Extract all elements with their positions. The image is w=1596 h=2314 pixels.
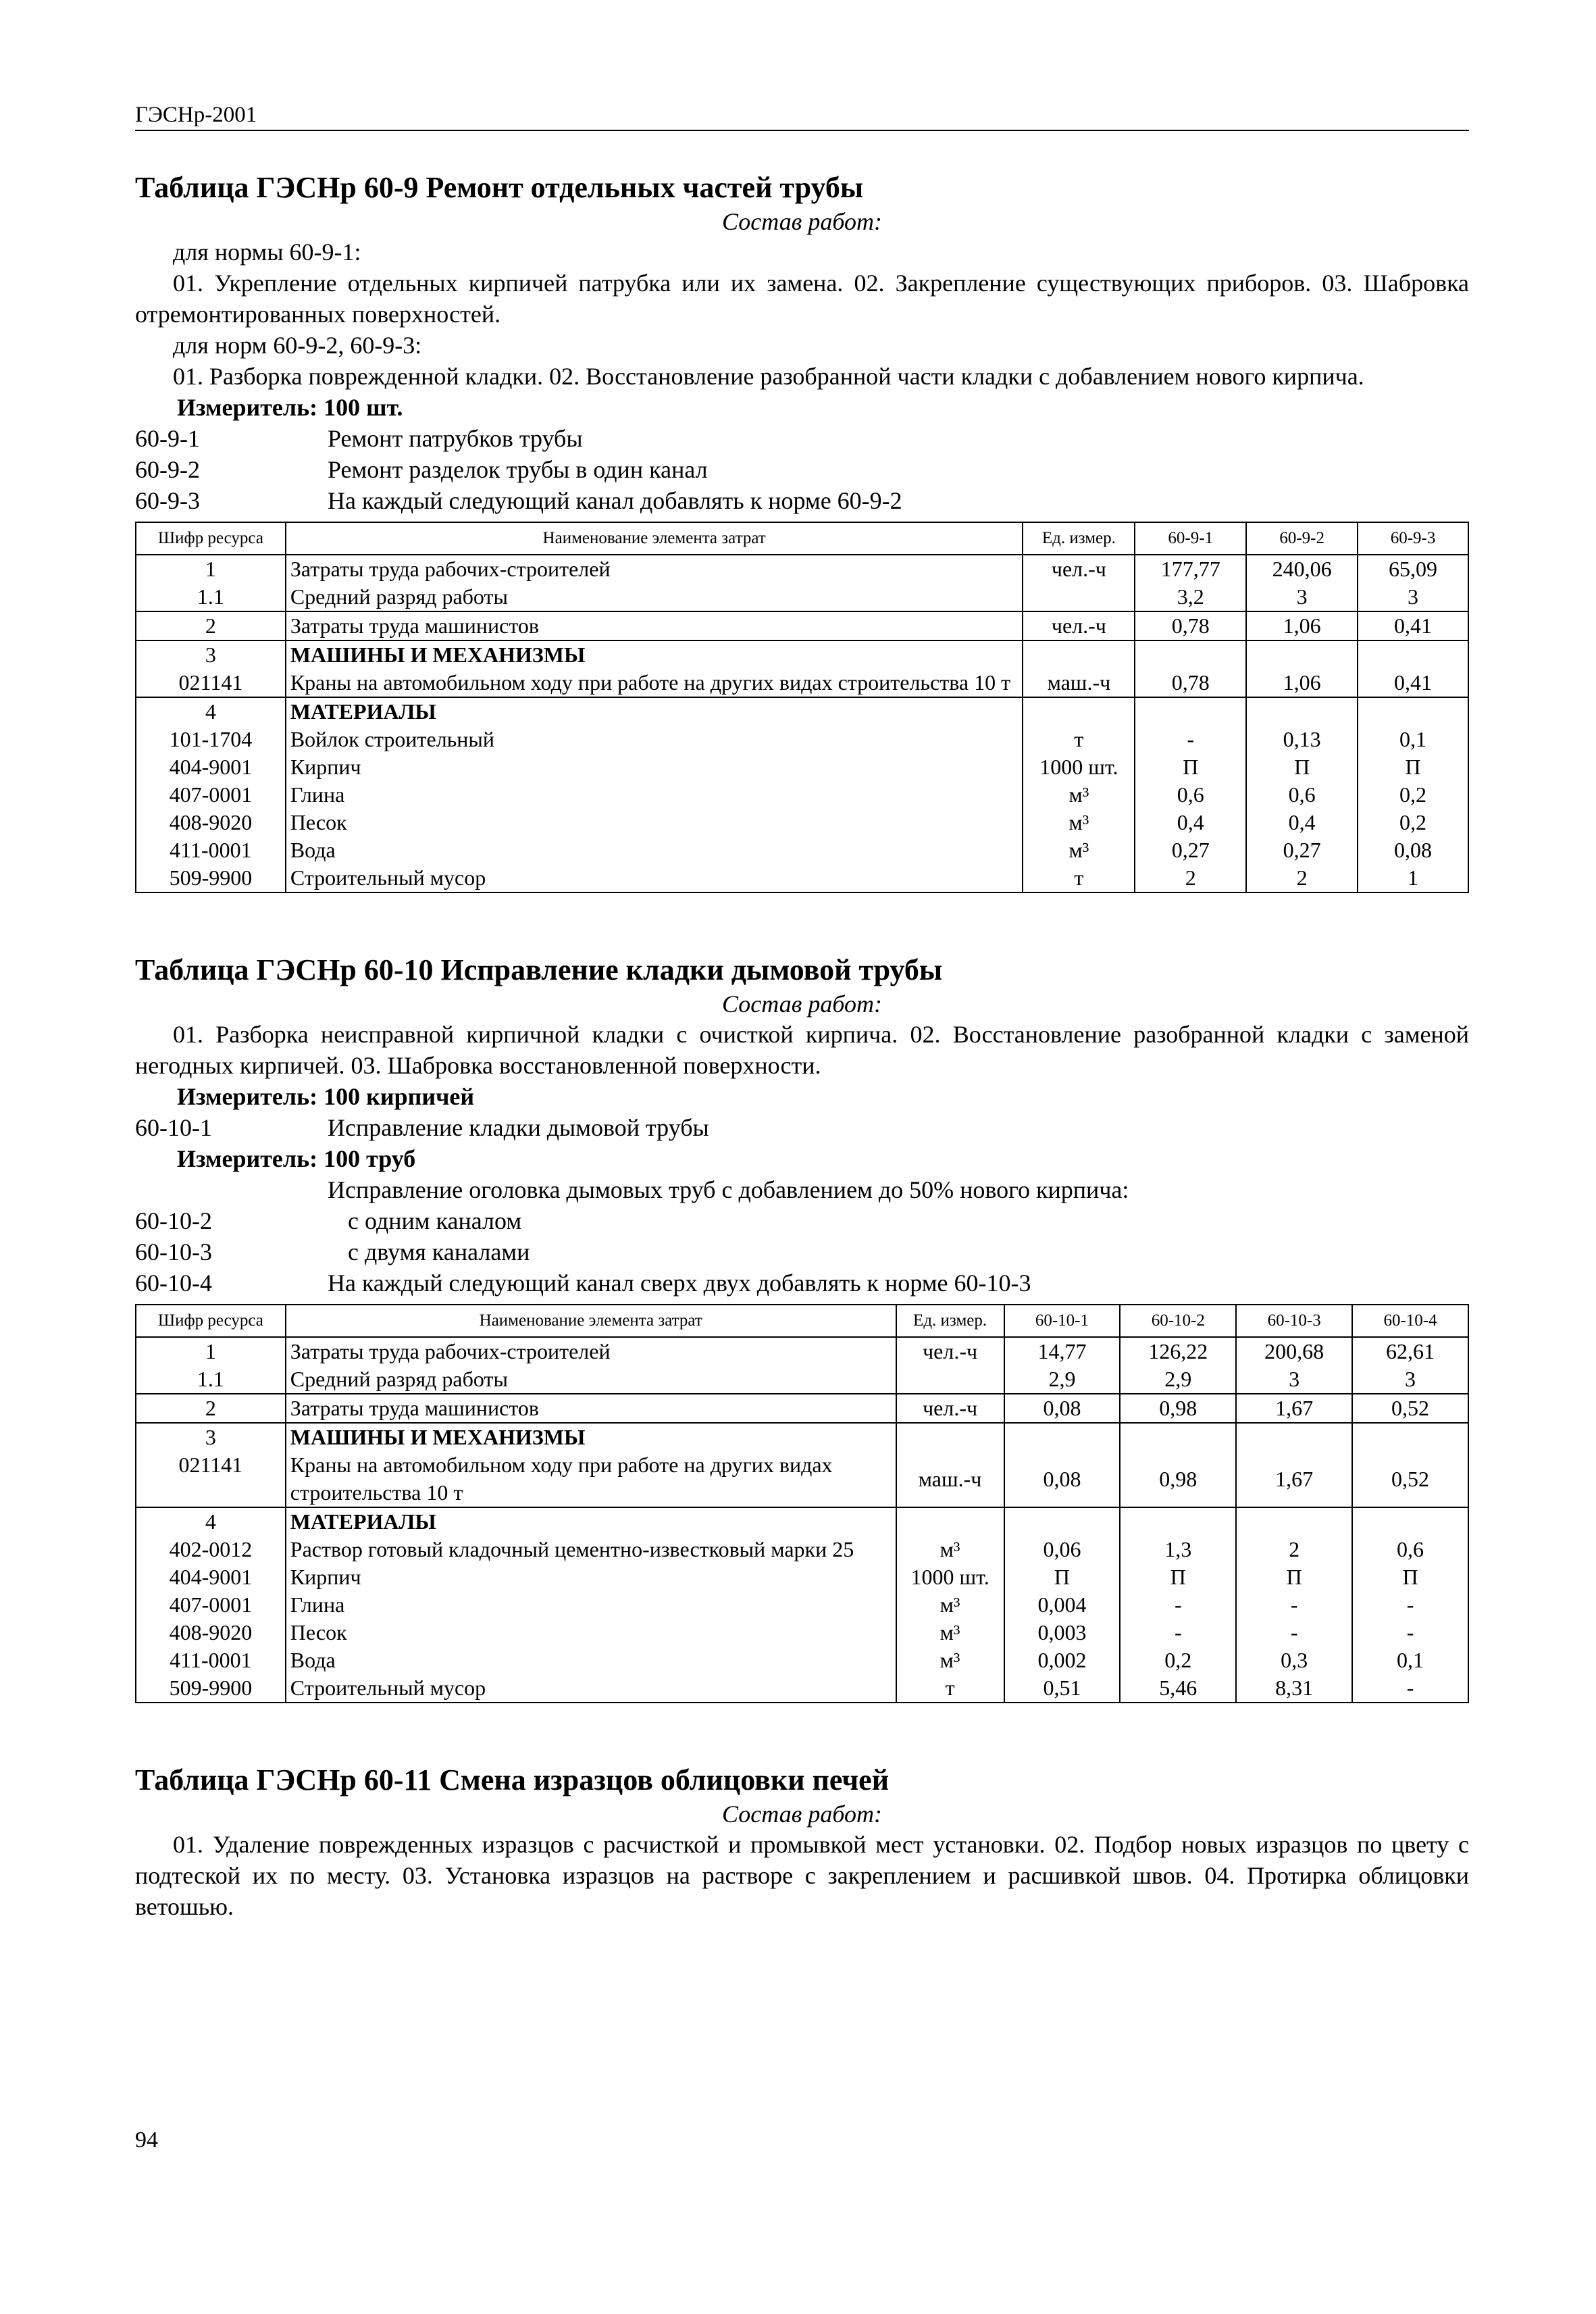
work-description: 01. Разборка неисправной кирпичной кладки с очисткой кирпича. 02. Восстановление разобранной кладки с заменой негодных кирпичей. 03. Шабровка восстановленной поверхности. <box>135 1021 1469 1079</box>
cell-name: Войлок строительный <box>286 726 1023 753</box>
norm-line <box>135 1267 1469 1299</box>
norm-text: На каждый следующий канал добавлять к норме 60-9-2 <box>328 487 902 514</box>
page <box>135 101 1469 1922</box>
col-header-name: Наименование элемента затрат <box>286 522 1023 555</box>
cell-value: П <box>1120 1563 1236 1591</box>
cell-value: - <box>1352 1619 1468 1646</box>
cell-value: 0,98 <box>1120 1451 1236 1507</box>
cell-value: 1,06 <box>1246 669 1358 697</box>
table-row <box>136 1591 1468 1619</box>
norm-code: 60-10-3 <box>135 1238 212 1265</box>
table-group-row <box>136 697 1468 726</box>
col-header-unit: Ед. измер. <box>896 1305 1004 1337</box>
cell-name: Затраты труда машинистов <box>286 1394 896 1423</box>
col-header-norm: 60-9-3 <box>1358 522 1468 555</box>
cell-unit: м³ <box>896 1646 1004 1674</box>
section-60-10 <box>135 951 1469 1703</box>
cell-value: 0,98 <box>1120 1394 1236 1423</box>
norm-code: 60-9-1 <box>135 425 200 452</box>
cell-value: 0,78 <box>1135 669 1246 697</box>
norm-text: с одним каналом <box>348 1207 522 1234</box>
table-row <box>136 781 1468 809</box>
cell-value: 1,67 <box>1236 1451 1352 1507</box>
cell-code: 2 <box>136 1394 286 1423</box>
cell-name: Глина <box>286 781 1023 809</box>
cell-code: 404-9001 <box>136 753 286 781</box>
cell-name: Вода <box>286 836 1023 864</box>
col-header-code: Шифр ресурса <box>136 522 286 555</box>
cell-value: 0,08 <box>1004 1394 1121 1423</box>
table-row <box>136 1646 1468 1674</box>
cell-name: МАШИНЫ И МЕХАНИЗМЫ <box>286 640 1023 669</box>
cell-value: - <box>1236 1591 1352 1619</box>
work-description: 01. Укрепление отдельных кирпичей патрубка или их замена. 02. Закрепление существующих приборов. 03. Шабровка отремонтированных поверхностей. <box>135 270 1469 328</box>
section-60-9 <box>135 169 1469 893</box>
cell-unit: м³ <box>896 1536 1004 1563</box>
section-60-11 <box>135 1761 1469 1922</box>
cell-name: Затраты труда рабочих-строителей <box>286 555 1023 583</box>
cell-value: 2,9 <box>1120 1365 1236 1394</box>
cell-value: 0,1 <box>1358 726 1468 753</box>
cell-value: - <box>1236 1619 1352 1646</box>
section-title: Таблица ГЭСНр 60-10 Исправление кладки дымовой трубы <box>135 953 943 986</box>
col-header-norm: 60-10-1 <box>1004 1305 1121 1337</box>
cell-value: П <box>1246 753 1358 781</box>
cell-value: 126,22 <box>1120 1337 1236 1365</box>
cell-value: 1,3 <box>1120 1536 1236 1563</box>
page-number: 94 <box>135 2128 158 2153</box>
cell-name: Затраты труда машинистов <box>286 611 1023 640</box>
cell-value: 0,4 <box>1135 809 1246 836</box>
cell-code: 411-0001 <box>136 1646 286 1674</box>
cell-value: 3 <box>1246 583 1358 611</box>
table-group-row <box>136 1423 1468 1451</box>
table-row <box>136 555 1468 583</box>
cell-name: Затраты труда рабочих-строителей <box>286 1337 896 1365</box>
table-row <box>136 669 1468 697</box>
table-row <box>136 1563 1468 1591</box>
cell-value: 0,51 <box>1004 1674 1121 1703</box>
measure-unit: Измеритель: 100 труб <box>177 1145 416 1172</box>
cell-code: 101-1704 <box>136 726 286 753</box>
work-description: 01. Удаление поврежденных изразцов с расчисткой и промывкой мест установки. 02. Подбор новых изразцов по цвету с подтеской их по месту. 03. Установка изразцов на растворе с закреплением и расшивкой швов. 04. Протирка облицовки ветошью. <box>135 1831 1469 1920</box>
cell-value: 1,67 <box>1236 1394 1352 1423</box>
cell-name: Строительный мусор <box>286 864 1023 892</box>
norm-intro: Исправление оголовка дымовых труб с добавлением до 50% нового кирпича: <box>328 1176 1129 1203</box>
cell-unit: т <box>1023 726 1135 753</box>
cell-value: П <box>1135 753 1246 781</box>
cell-code: 408-9020 <box>136 1619 286 1646</box>
norm-text: Ремонт разделок трубы в один канал <box>328 456 708 483</box>
col-header-norm: 60-9-2 <box>1246 522 1358 555</box>
norm-scope: для норм 60-9-2, 60-9-3: <box>173 332 422 359</box>
cell-code: 407-0001 <box>136 781 286 809</box>
cell-value: 0,2 <box>1358 781 1468 809</box>
cell-unit: чел.-ч <box>1023 611 1135 640</box>
cell-value: 0,6 <box>1135 781 1246 809</box>
cell-unit: м³ <box>896 1591 1004 1619</box>
norm-code: 60-10-2 <box>135 1207 212 1234</box>
col-header-norm: 60-10-2 <box>1120 1305 1236 1337</box>
cell-name: Строительный мусор <box>286 1674 896 1703</box>
cell-value: 5,46 <box>1120 1674 1236 1703</box>
norm-text: Ремонт патрубков трубы <box>328 425 583 452</box>
cell-value: 0,004 <box>1004 1591 1121 1619</box>
cell-name: МАТЕРИАЛЫ <box>286 697 1023 726</box>
cell-value: - <box>1120 1619 1236 1646</box>
cell-value: 0,52 <box>1352 1451 1468 1507</box>
cell-name: МАТЕРИАЛЫ <box>286 1507 896 1536</box>
table-group-row <box>136 640 1468 669</box>
cell-code: 021141 <box>136 669 286 697</box>
cell-unit <box>896 1365 1004 1394</box>
norm-code: 60-10-4 <box>135 1269 212 1297</box>
cell-code: 411-0001 <box>136 836 286 864</box>
cell-unit: м³ <box>896 1619 1004 1646</box>
cell-unit: м³ <box>1023 836 1135 864</box>
norm-line <box>135 423 1469 454</box>
cell-code: 509-9900 <box>136 864 286 892</box>
table-row <box>136 1337 1468 1365</box>
col-header-norm: 60-9-1 <box>1135 522 1246 555</box>
table-row <box>136 864 1468 892</box>
cell-unit: т <box>896 1674 1004 1703</box>
table-row <box>136 1394 1468 1423</box>
cell-unit: маш.-ч <box>1023 669 1135 697</box>
cell-value: - <box>1352 1674 1468 1703</box>
table-row <box>136 1365 1468 1394</box>
cell-value: 2 <box>1135 864 1246 892</box>
cell-code: 4 <box>136 697 286 726</box>
table-row <box>136 583 1468 611</box>
col-header-norm: 60-10-3 <box>1236 1305 1352 1337</box>
cell-value: 0,002 <box>1004 1646 1121 1674</box>
section-title: Таблица ГЭСНр 60-11 Смена изразцов облицовки печей <box>135 1763 890 1796</box>
cell-value: 0,06 <box>1004 1536 1121 1563</box>
cell-value: П <box>1236 1563 1352 1591</box>
cell-value: 0,78 <box>1135 611 1246 640</box>
cell-value: П <box>1004 1563 1121 1591</box>
norm-text: Исправление кладки дымовой трубы <box>328 1114 709 1141</box>
table-row <box>136 836 1468 864</box>
cell-value: 0,4 <box>1246 809 1358 836</box>
cell-value: 0,6 <box>1246 781 1358 809</box>
cell-name: МАШИНЫ И МЕХАНИЗМЫ <box>286 1423 896 1451</box>
table-group-row <box>136 1507 1468 1536</box>
cell-value: 1,06 <box>1246 611 1358 640</box>
cell-code: 4 <box>136 1507 286 1536</box>
cell-value: - <box>1120 1591 1236 1619</box>
cell-value: 3 <box>1236 1365 1352 1394</box>
cell-value: 2 <box>1236 1536 1352 1563</box>
cell-value: 0,52 <box>1352 1394 1468 1423</box>
cell-name: Песок <box>286 809 1023 836</box>
norm-code: 60-10-1 <box>135 1114 212 1141</box>
norm-text: На каждый следующий канал сверх двух добавлять к норме 60-10-3 <box>328 1269 1031 1297</box>
cell-value: 3,2 <box>1135 583 1246 611</box>
cell-code: 2 <box>136 611 286 640</box>
table-row <box>136 726 1468 753</box>
cell-value: 2,9 <box>1004 1365 1121 1394</box>
cell-value: 3 <box>1352 1365 1468 1394</box>
cell-value: 200,68 <box>1236 1337 1352 1365</box>
cell-unit: т <box>1023 864 1135 892</box>
work-composition-caption: Состав работ: <box>722 990 882 1017</box>
measure-unit: Измеритель: 100 кирпичей <box>177 1083 475 1110</box>
cell-value: 0,41 <box>1358 669 1468 697</box>
cell-unit: чел.-ч <box>896 1337 1004 1365</box>
col-header-code: Шифр ресурса <box>136 1305 286 1337</box>
work-composition-caption: Состав работ: <box>722 208 882 235</box>
cell-name: Песок <box>286 1619 896 1646</box>
cell-value: 0,003 <box>1004 1619 1121 1646</box>
table-row <box>136 1536 1468 1563</box>
cell-unit: м³ <box>1023 781 1135 809</box>
section-title: Таблица ГЭСНр 60-9 Ремонт отдельных частей трубы <box>135 171 864 204</box>
table-header <box>136 1305 1468 1337</box>
cell-value: 0,3 <box>1236 1646 1352 1674</box>
norm-line <box>135 454 1469 485</box>
cell-value: 0,27 <box>1135 836 1246 864</box>
cell-name: Глина <box>286 1591 896 1619</box>
norm-scope: для нормы 60-9-1: <box>173 238 361 266</box>
cell-value: 0,2 <box>1120 1646 1236 1674</box>
cell-value: 3 <box>1358 583 1468 611</box>
work-description: 01. Разборка поврежденной кладки. 02. Восстановление разобранной части кладки с добавлением нового кирпича. <box>173 363 1364 390</box>
cell-code: 1 <box>136 555 286 583</box>
cell-unit <box>1023 583 1135 611</box>
cell-code: 509-9900 <box>136 1674 286 1703</box>
cell-unit: чел.-ч <box>1023 555 1135 583</box>
cell-value: - <box>1352 1591 1468 1619</box>
table-row <box>136 1451 1468 1507</box>
table-row <box>136 611 1468 640</box>
cell-name: Кирпич <box>286 1563 896 1591</box>
cell-value: 0,27 <box>1246 836 1358 864</box>
table-row <box>136 753 1468 781</box>
running-head: ГЭСНр-2001 <box>135 101 1469 131</box>
cell-name: Раствор готовый кладочный цементно-известковый марки 25 <box>286 1536 896 1563</box>
cell-value: 177,77 <box>1135 555 1246 583</box>
cell-value: 0,2 <box>1358 809 1468 836</box>
cell-value: 62,61 <box>1352 1337 1468 1365</box>
cell-name: Средний разряд работы <box>286 1365 896 1394</box>
measure-unit: Измеритель: 100 шт. <box>177 394 403 421</box>
cell-value: - <box>1135 726 1246 753</box>
table-header <box>136 522 1468 555</box>
cell-name: Краны на автомобильном ходу при работе на других видах строительства 10 т <box>286 1451 896 1507</box>
cell-code: 3 <box>136 640 286 669</box>
cell-unit: м³ <box>1023 809 1135 836</box>
col-header-norm: 60-10-4 <box>1352 1305 1468 1337</box>
cell-name: Средний разряд работы <box>286 583 1023 611</box>
norm-line <box>135 1236 1469 1267</box>
cell-value: 2 <box>1246 864 1358 892</box>
table-row <box>136 1674 1468 1703</box>
norm-line <box>135 1205 1469 1236</box>
cell-unit: 1000 шт. <box>1023 753 1135 781</box>
cell-code: 407-0001 <box>136 1591 286 1619</box>
cell-value: 0,1 <box>1352 1646 1468 1674</box>
cell-value: 0,6 <box>1352 1536 1468 1563</box>
resource-table <box>135 1304 1469 1703</box>
cell-code: 404-9001 <box>136 1563 286 1591</box>
cell-value: 14,77 <box>1004 1337 1121 1365</box>
norm-code: 60-9-3 <box>135 487 200 514</box>
cell-code: 1 <box>136 1337 286 1365</box>
table-row <box>136 1619 1468 1646</box>
cell-value: П <box>1352 1563 1468 1591</box>
resource-table <box>135 522 1469 893</box>
work-composition-caption: Состав работ: <box>722 1801 882 1828</box>
norm-text: с двумя каналами <box>348 1238 530 1265</box>
cell-code: 021141 <box>136 1451 286 1507</box>
col-header-unit: Ед. измер. <box>1023 522 1135 555</box>
cell-value: 0,08 <box>1004 1451 1121 1507</box>
cell-name: Краны на автомобильном ходу при работе на других видах строительства 10 т <box>286 669 1023 697</box>
cell-value: 8,31 <box>1236 1674 1352 1703</box>
cell-value: 240,06 <box>1246 555 1358 583</box>
cell-code: 3 <box>136 1423 286 1451</box>
cell-value: 65,09 <box>1358 555 1468 583</box>
cell-code: 402-0012 <box>136 1536 286 1563</box>
cell-name: Вода <box>286 1646 896 1674</box>
cell-code: 1.1 <box>136 583 286 611</box>
norm-line <box>135 485 1469 516</box>
cell-value: 1 <box>1358 864 1468 892</box>
cell-code: 408-9020 <box>136 809 286 836</box>
norm-line <box>135 1174 1469 1205</box>
cell-name: Кирпич <box>286 753 1023 781</box>
cell-code: 1.1 <box>136 1365 286 1394</box>
norm-line <box>135 1112 1469 1143</box>
table-row <box>136 809 1468 836</box>
cell-value: 0,08 <box>1358 836 1468 864</box>
cell-unit: маш.-ч <box>896 1451 1004 1507</box>
cell-unit: 1000 шт. <box>896 1563 1004 1591</box>
cell-value: 0,41 <box>1358 611 1468 640</box>
cell-value: П <box>1358 753 1468 781</box>
cell-value: 0,13 <box>1246 726 1358 753</box>
cell-unit: чел.-ч <box>896 1394 1004 1423</box>
col-header-name: Наименование элемента затрат <box>286 1305 896 1337</box>
norm-code: 60-9-2 <box>135 456 200 483</box>
